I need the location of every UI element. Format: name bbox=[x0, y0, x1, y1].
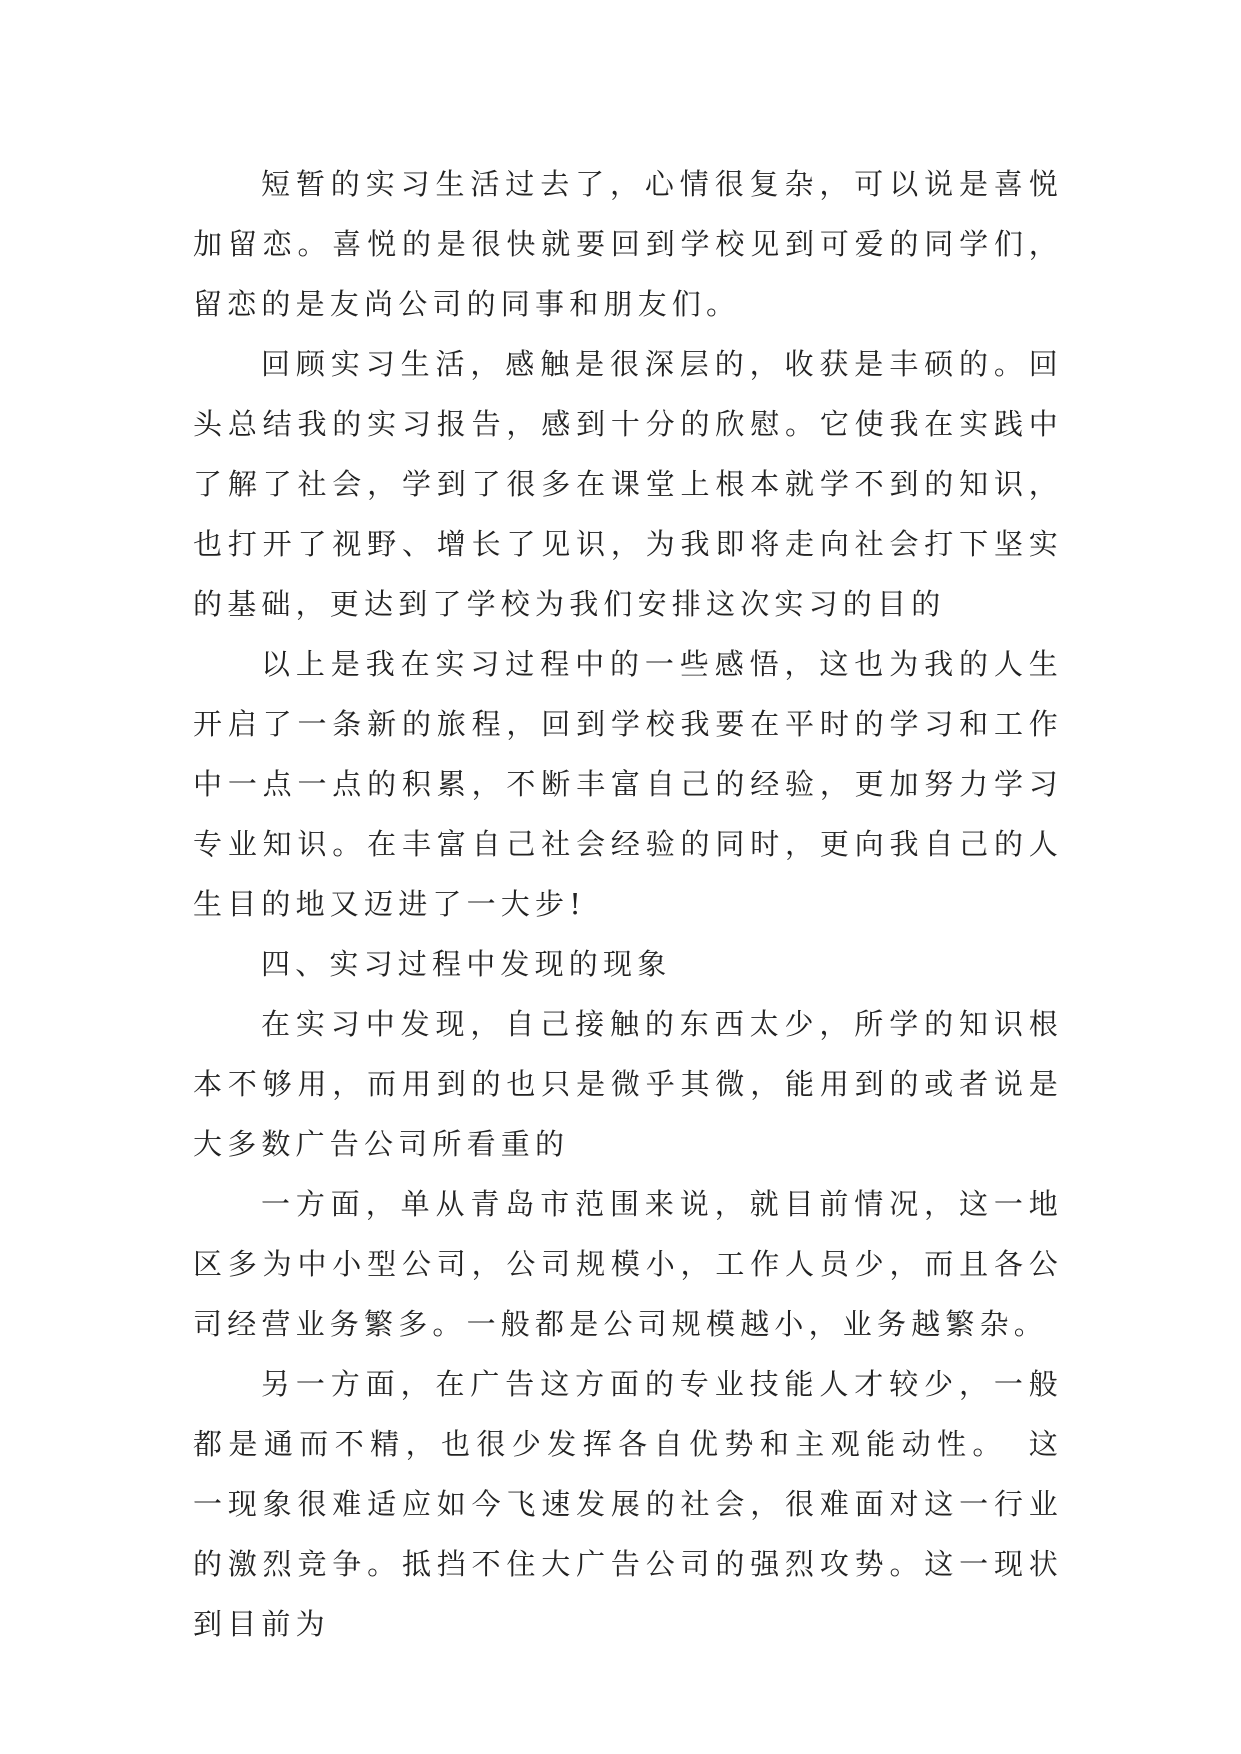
paragraph-findings: 在实习中发现，自己接触的东西太少，所学的知识根本不够用，而用到的也只是微乎其微，能用到的或者说是大多数广告公司所看重的 bbox=[193, 1007, 1063, 1161]
document-body bbox=[193, 154, 1063, 1654]
paragraph-aspect-one: 一方面，单从青岛市范围来说，就目前情况，这一地区多为中小型公司，公司规模小，工作人员少，而且各公司经营业务繁多。一般都是公司规模越小，业务越繁杂。 bbox=[193, 1187, 1063, 1341]
paragraph-insights: 以上是我在实习过程中的一些感悟，这也为我的人生开启了一条新的旅程，回到学校我要在平时的学习和工作中一点一点的积累，不断丰富自己的经验，更加努力学习专业知识。在丰富自己社会经验的同时，更向我自己的人生目的地又迈进了一大步! bbox=[193, 647, 1063, 921]
paragraph-internship-feelings: 短暂的实习生活过去了，心情很复杂，可以说是喜悦加留恋。喜悦的是很快就要回到学校见到可爱的同学们，留恋的是友尚公司的同事和朋友们。 bbox=[193, 167, 1063, 321]
paragraph-aspect-two: 另一方面，在广告这方面的专业技能人才较少，一般都是通而不精，也很少发挥各自优势和主观能动性。 这一现象很难适应如今飞速发展的社会，很难面对这一行业的激烈竞争。抵挡不住大广告公司的强烈攻势。这一现状到目前为 bbox=[193, 1367, 1063, 1641]
section-heading: 四、实习过程中发现的现象 bbox=[261, 947, 672, 981]
paragraph-internship-review: 回顾实习生活，感触是很深层的，收获是丰硕的。回头总结我的实习报告，感到十分的欣慰。它使我在实践中了解了社会，学到了很多在课堂上根本就学不到的知识，也打开了视野、增长了见识，为我即将走向社会打下坚实的基础，更达到了学校为我们安排这次实习的目的 bbox=[193, 347, 1063, 621]
